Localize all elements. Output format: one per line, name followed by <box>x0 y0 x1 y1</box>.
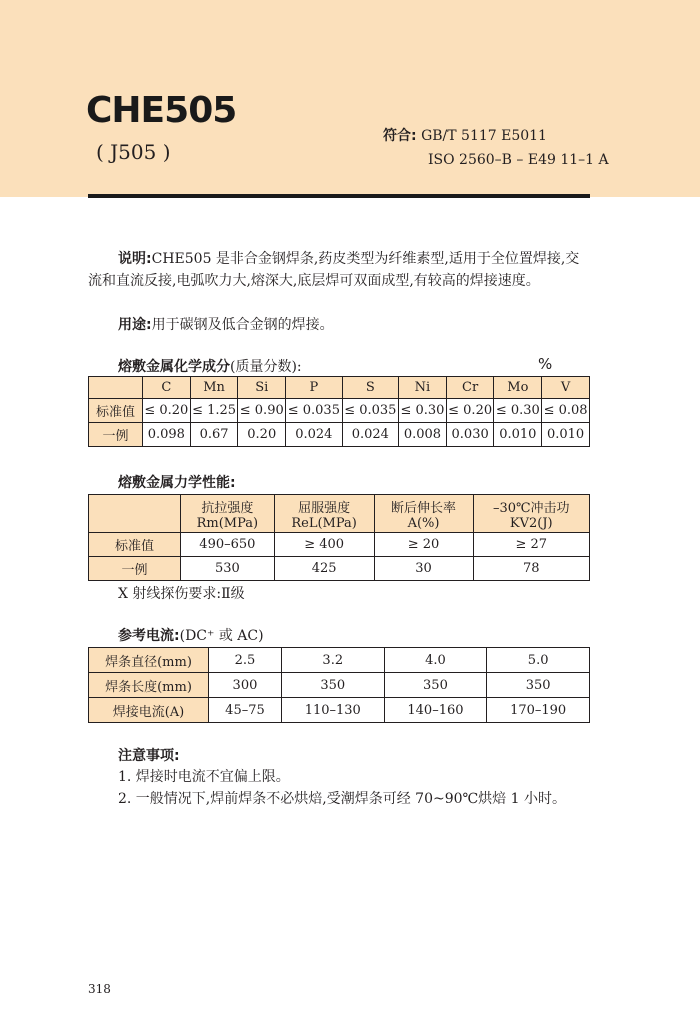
table-cell: 0.024 <box>286 423 342 447</box>
header-line: ReL(MPa) <box>291 515 357 531</box>
row-label: 标准值 <box>89 399 143 423</box>
table-row <box>89 399 590 423</box>
description-paragraph <box>88 248 592 292</box>
current-title-note: (DC⁺ 或 AC) <box>179 628 264 644</box>
table-row <box>89 533 590 557</box>
table-row <box>89 557 590 581</box>
table-row <box>89 698 590 723</box>
conform-standard-2: ISO 2560–B – E49 11–1 A <box>428 152 609 168</box>
table-cell: 425 <box>274 557 374 581</box>
table-cell: 350 <box>281 673 384 698</box>
chem-title-note: (质量分数): <box>230 359 302 375</box>
table-cell: ≥ 27 <box>473 533 589 557</box>
chem-table <box>88 376 590 447</box>
table-cell: 140–160 <box>384 698 487 723</box>
table-row <box>89 423 590 447</box>
header-line: KV2(J) <box>509 515 553 531</box>
chem-header-cell: Si <box>238 377 286 399</box>
chem-header-cell: Mn <box>190 377 238 399</box>
row-label: 焊条长度(mm) <box>89 673 209 698</box>
row-label: 焊条直径(mm) <box>89 648 209 673</box>
table-row <box>89 673 590 698</box>
description-label: 说明: <box>118 251 152 267</box>
table-cell: 45–75 <box>209 698 282 723</box>
table-cell: 0.024 <box>342 423 398 447</box>
chem-header-cell: C <box>143 377 191 399</box>
current-table <box>88 647 590 723</box>
conform-standard-1: GB/T 5117 E5011 <box>421 128 547 144</box>
table-cell: 110–130 <box>281 698 384 723</box>
table-cell: 490–650 <box>181 533 275 557</box>
table-cell: 30 <box>374 557 473 581</box>
usage-label: 用途: <box>118 317 152 333</box>
table-cell: ≥ 20 <box>374 533 473 557</box>
note-item-2: 2. 一般情况下,焊前焊条不必烘焙,受潮焊条可经 70~90℃烘焙 1 小时。 <box>118 791 566 807</box>
chem-header-row <box>89 377 590 399</box>
header-line: A(%) <box>407 515 440 531</box>
table-cell: ≤ 0.035 <box>286 399 342 423</box>
row-label: 一例 <box>89 557 181 581</box>
table-cell: ≤ 1.25 <box>190 399 238 423</box>
table-cell: 0.010 <box>542 423 590 447</box>
row-label: 一例 <box>89 423 143 447</box>
table-cell: 5.0 <box>487 648 590 673</box>
table-cell: ≤ 0.08 <box>542 399 590 423</box>
header-line: 屈服强度 <box>298 500 351 516</box>
header-line: 抗拉强度 <box>201 500 254 516</box>
table-cell: ≤ 0.20 <box>446 399 494 423</box>
table-cell: 0.20 <box>238 423 286 447</box>
table-cell: 0.030 <box>446 423 494 447</box>
mech-header-cell <box>181 495 275 533</box>
table-cell: 0.67 <box>190 423 238 447</box>
chem-header-cell: Mo <box>494 377 542 399</box>
chem-title-text: 熔敷金属化学成分 <box>118 359 230 375</box>
usage-text: 用于碳钢及低合金钢的焊接。 <box>151 317 334 333</box>
table-cell: 0.098 <box>143 423 191 447</box>
usage-paragraph <box>88 314 592 336</box>
table-cell: 350 <box>384 673 487 698</box>
conformance-block <box>383 124 609 172</box>
current-title-text: 参考电流: <box>118 628 180 644</box>
chem-header-cell: S <box>342 377 398 399</box>
mech-header-row <box>89 495 590 533</box>
page-number: 318 <box>88 982 111 996</box>
row-label: 焊接电流(A) <box>89 698 209 723</box>
table-cell: 300 <box>209 673 282 698</box>
table-cell: ≤ 0.30 <box>399 399 447 423</box>
mech-header-cell <box>274 495 374 533</box>
table-cell: 0.008 <box>399 423 447 447</box>
mech-header-corner <box>89 495 181 533</box>
mech-header-cell <box>374 495 473 533</box>
table-cell: 0.010 <box>494 423 542 447</box>
chem-header-cell: Ni <box>399 377 447 399</box>
table-cell: ≤ 0.035 <box>342 399 398 423</box>
table-cell: ≤ 0.30 <box>494 399 542 423</box>
table-cell: 350 <box>487 673 590 698</box>
current-title <box>118 625 264 645</box>
notes-title: 注意事项: <box>118 748 180 764</box>
xray-requirement: X 射线探伤要求:Ⅱ级 <box>118 586 245 602</box>
table-cell: ≤ 0.90 <box>238 399 286 423</box>
chem-header-cell: P <box>286 377 342 399</box>
chem-header-corner <box>89 377 143 399</box>
table-cell: 170–190 <box>487 698 590 723</box>
product-subtitle: ( J505 ) <box>96 140 171 164</box>
table-cell: 78 <box>473 557 589 581</box>
note-item-1: 1. 焊接时电流不宜偏上限。 <box>118 769 290 785</box>
table-cell: 2.5 <box>209 648 282 673</box>
mech-title: 熔敷金属力学性能: <box>118 475 236 491</box>
chem-header-cell: V <box>542 377 590 399</box>
table-cell: 3.2 <box>281 648 384 673</box>
description-text: CHE505 是非合金钢焊条,药皮类型为纤维素型,适用于全位置焊接,交流和直流反接,电弧吹力大,熔深大,底层焊可双面成型,有较高的焊接速度。 <box>88 251 580 289</box>
table-cell: 4.0 <box>384 648 487 673</box>
row-label: 标准值 <box>89 533 181 557</box>
header-line: 断后伸长率 <box>391 500 457 516</box>
table-row <box>89 648 590 673</box>
table-cell: ≥ 400 <box>274 533 374 557</box>
chem-header-cell: Cr <box>446 377 494 399</box>
mech-header-cell <box>473 495 589 533</box>
table-cell: 530 <box>181 557 275 581</box>
header-rule <box>88 194 590 198</box>
chem-title <box>118 356 302 376</box>
header-line: Rm(MPa) <box>196 515 259 531</box>
header-line: –30℃冲击功 <box>492 500 570 516</box>
product-title: CHE505 <box>86 90 237 131</box>
conform-label: 符合: <box>383 128 417 144</box>
table-cell: ≤ 0.20 <box>143 399 191 423</box>
mech-table <box>88 494 590 581</box>
chem-unit: % <box>538 355 553 373</box>
